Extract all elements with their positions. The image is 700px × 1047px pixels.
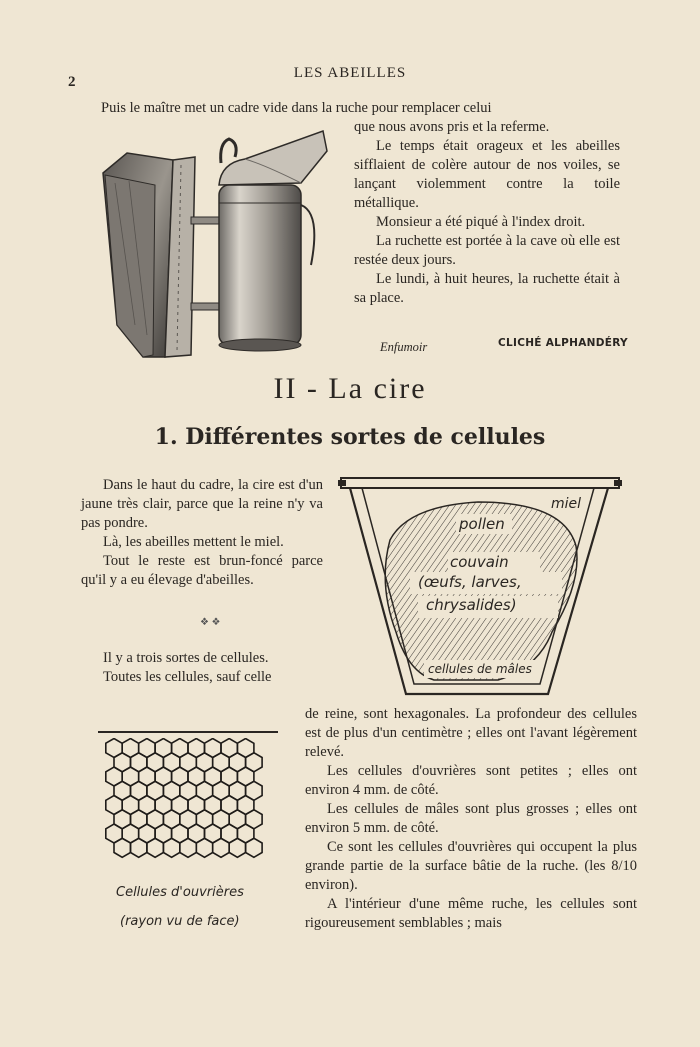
body-paragraph: Là, les abeilles mettent le miel.: [103, 534, 284, 550]
hex-cell: [180, 838, 197, 857]
smoker-illustration: [95, 125, 335, 365]
diagram-label-honey: miel: [551, 496, 582, 512]
hex-cell: [131, 838, 147, 857]
body-paragraph: Toutes les cellules, sauf celle: [103, 669, 272, 685]
intro-first-line: Puis le maître met un cadre vide dans la ruche pour remplacer celui: [101, 100, 492, 116]
body-paragraph: de reine, sont hexagonales. La profondeur des cellules est de plus d'un centimètre ; elles ont l'avant légèrement relevé.: [305, 706, 637, 760]
hex-cell: [246, 838, 263, 857]
body-paragraph: Il y a trois sortes de cellules.: [103, 650, 269, 666]
separator-ornament: ❖ ❖: [200, 617, 221, 628]
body-paragraph: Les cellules de mâles sont plus grosses ; elles ont environ 5 mm. de côté.: [305, 801, 637, 836]
photo-credit: CLICHÉ ALPHANDÉRY: [498, 337, 628, 349]
smoker-caption: Enfumoir: [380, 340, 428, 354]
hex-cell: [114, 838, 131, 857]
intro-paragraph: que nous avons pris et la referme.: [354, 119, 550, 135]
subsection-title: 1. Différentes sortes de cellules: [154, 424, 546, 450]
intro-paragraph: La ruchette est portée à la cave où elle est restée deux jours.: [354, 233, 620, 268]
hex-cell: [163, 838, 179, 857]
intro-paragraph: Monsieur a été piqué à l'index droit.: [376, 214, 586, 230]
figure-rule: [98, 731, 278, 733]
right-column-text: [305, 705, 637, 933]
diagram-label-pollen: pollen: [459, 515, 505, 533]
running-title: LES ABEILLES: [293, 65, 407, 81]
section-title: II - La cire: [273, 372, 427, 405]
hex-cell: [213, 838, 230, 857]
body-paragraph: Dans le haut du cadre, la cire est d'un jaune très clair, parce que la reine n'y va pas pondre.: [81, 477, 323, 531]
diagram-label-brood-detail-1: (œufs, larves,: [418, 573, 522, 591]
intro-paragraph: Le temps était orageux et les abeilles sifflaient de colère autour de nos voiles, se lançant violemment contre la toile métallique.: [354, 138, 620, 211]
body-paragraph: Les cellules d'ouvrières sont petites ; elles ont environ 4 mm. de côté.: [305, 763, 637, 798]
honeycomb-illustration: [104, 738, 274, 866]
intro-paragraph: Le lundi, à huit heures, la ruchette était à sa place.: [354, 271, 620, 306]
page-number: 2: [68, 74, 76, 90]
body-paragraph: Ce sont les cellules d'ouvrières qui occupent la plus grande partie de la surface bâtie de la ruche. (les 8/10 environ).: [305, 839, 637, 893]
hex-cell: [196, 838, 212, 857]
hex-cell: [147, 838, 164, 857]
diagram-label-brood: couvain: [450, 553, 509, 571]
body-paragraph: A l'intérieur d'une même ruche, les cellules sont rigoureusement semblables ; mais: [305, 896, 637, 931]
diagram-label-brood-detail-2: chrysalides): [426, 596, 517, 614]
honeycomb-caption-line1: Cellules d'ouvrières: [116, 885, 244, 900]
left-column-text-2: [81, 649, 327, 687]
intro-text: [354, 118, 620, 308]
body-paragraph: Tout le reste est brun-foncé parce qu'il y a eu élevage d'abeilles.: [81, 553, 323, 588]
hex-cell: [229, 838, 245, 857]
diagram-label-male-cells: cellules de mâles: [428, 662, 532, 676]
left-column-text: [81, 476, 323, 590]
honeycomb-caption-line2: (rayon vu de face): [120, 914, 240, 929]
